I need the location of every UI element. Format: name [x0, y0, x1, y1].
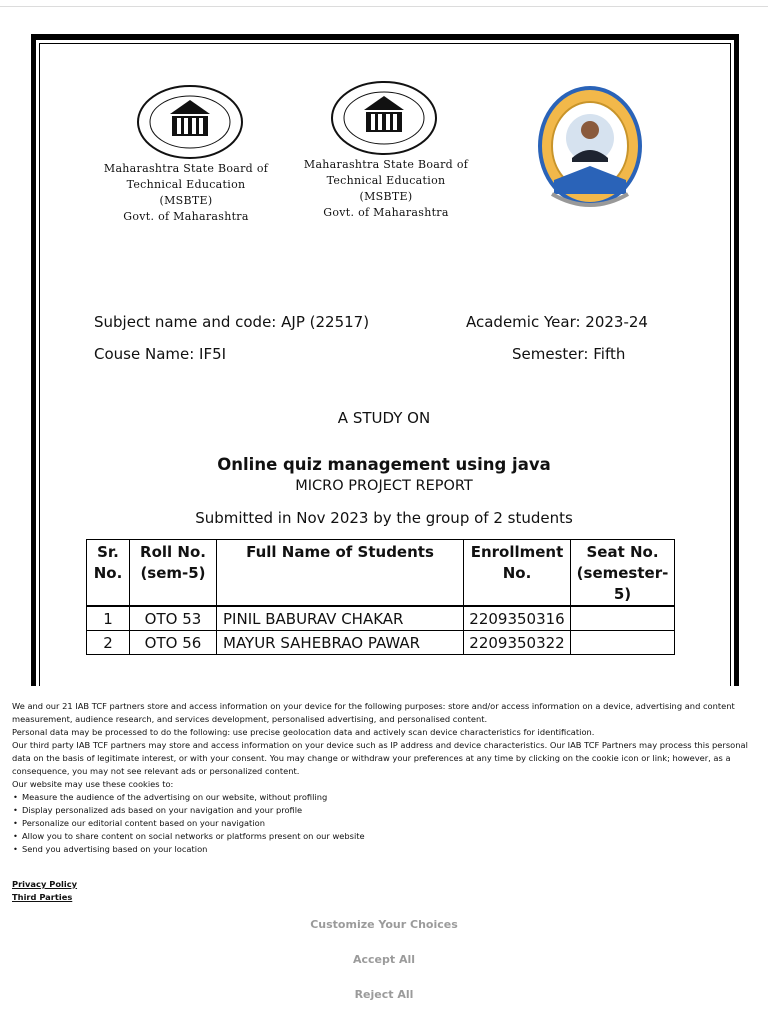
cell-name: MAYUR SAHEBRAO PAWAR: [217, 631, 464, 655]
third-parties-link[interactable]: Third Parties: [12, 892, 73, 902]
cell-name: PINIL BABURAV CHAKAR: [217, 606, 464, 631]
semester: Semester: Fifth: [512, 345, 626, 363]
accept-all-button[interactable]: Accept All: [352, 953, 416, 966]
report-type: MICRO PROJECT REPORT: [295, 478, 473, 494]
header-seat-no: Seat No. (semester-5): [571, 540, 675, 607]
academic-year: Academic Year: 2023-24: [466, 313, 648, 331]
privacy-policy-link[interactable]: Privacy Policy: [12, 879, 78, 889]
submission-note: Submitted in Nov 2023 by the group of 2 students: [195, 509, 573, 527]
cell-seat: [571, 631, 675, 655]
top-divider: [0, 6, 768, 7]
cell-enrollment: 2209350322: [464, 631, 571, 655]
cell-sr: 2: [87, 631, 130, 655]
table-row: [87, 606, 675, 631]
list-item: • Personalize our editorial content based on your navigation: [22, 817, 752, 830]
header-full-name: Full Name of Students: [217, 540, 464, 607]
msbte-seal-icon: [324, 80, 444, 160]
consent-paragraph: Personal data may be processed to do the following: use precise geolocation data and actively scan device characteristics for identification.: [12, 727, 595, 737]
consent-paragraph: Our website may use these cookies to:: [12, 779, 174, 789]
cell-seat: [571, 606, 675, 631]
consent-text: [12, 700, 752, 856]
customize-choices-button[interactable]: Customize Your Choices: [310, 918, 458, 931]
study-on-heading: A STUDY ON: [337, 409, 431, 427]
consent-paragraph: Our third party IAB TCF partners may store and access information on your device such as IP address and device characteristics. Our IAB TCF Partners may process this personal data on the basis of legitimate interest, or with your consent. You may change or withdraw your preferences at any time by clicking on the cookie icon or link; however, as a consequence, you may not see relevant ads or personalized content.: [12, 740, 748, 776]
msbte-seal-icon: [130, 84, 250, 164]
cell-enrollment: 2209350316: [464, 606, 571, 631]
course-name: Couse Name: IF5I: [94, 345, 227, 363]
institute-emblem-icon: [532, 84, 648, 222]
cookie-consent-panel: [0, 686, 768, 1024]
consent-paragraph: We and our 21 IAB TCF partners store and access information on your device for the following purposes: store and/or access information on a device, advertising and content measurement, audience research, and services development, personalised advertising, and personalised content.: [12, 701, 735, 724]
cookie-purpose-list: [12, 791, 752, 856]
subject-name-code: Subject name and code: AJP (22517): [94, 313, 370, 331]
project-title: Online quiz management using java: [217, 455, 551, 474]
list-item: • Allow you to share content on social networks or platforms present on our website: [22, 830, 752, 843]
header-roll-no: Roll No. (sem-5): [130, 540, 217, 607]
consent-links: [12, 878, 77, 904]
list-item: • Display personalized ads based on your navigation and your profile: [22, 804, 752, 817]
msbte-logo-caption-right: Maharashtra State Board of Technical Education (MSBTE) Govt. of Maharashtra: [303, 158, 469, 219]
msbte-logo-caption-left: Maharashtra State Board of Technical Education (MSBTE) Govt. of Maharashtra: [103, 162, 269, 223]
header-enrollment: Enrollment No.: [464, 540, 571, 607]
reject-all-button[interactable]: Reject All: [354, 988, 414, 1001]
cell-sr: 1: [87, 606, 130, 631]
list-item: • Send you advertising based on your location: [22, 843, 752, 856]
cell-roll: OTO 53: [130, 606, 217, 631]
table-row: [87, 631, 675, 655]
list-item: • Measure the audience of the advertising on our website, without profiling: [22, 791, 752, 804]
students-table: [86, 539, 675, 655]
cell-roll: OTO 56: [130, 631, 217, 655]
header-sr-no: Sr. No.: [87, 540, 130, 607]
table-header-row: [87, 540, 675, 607]
